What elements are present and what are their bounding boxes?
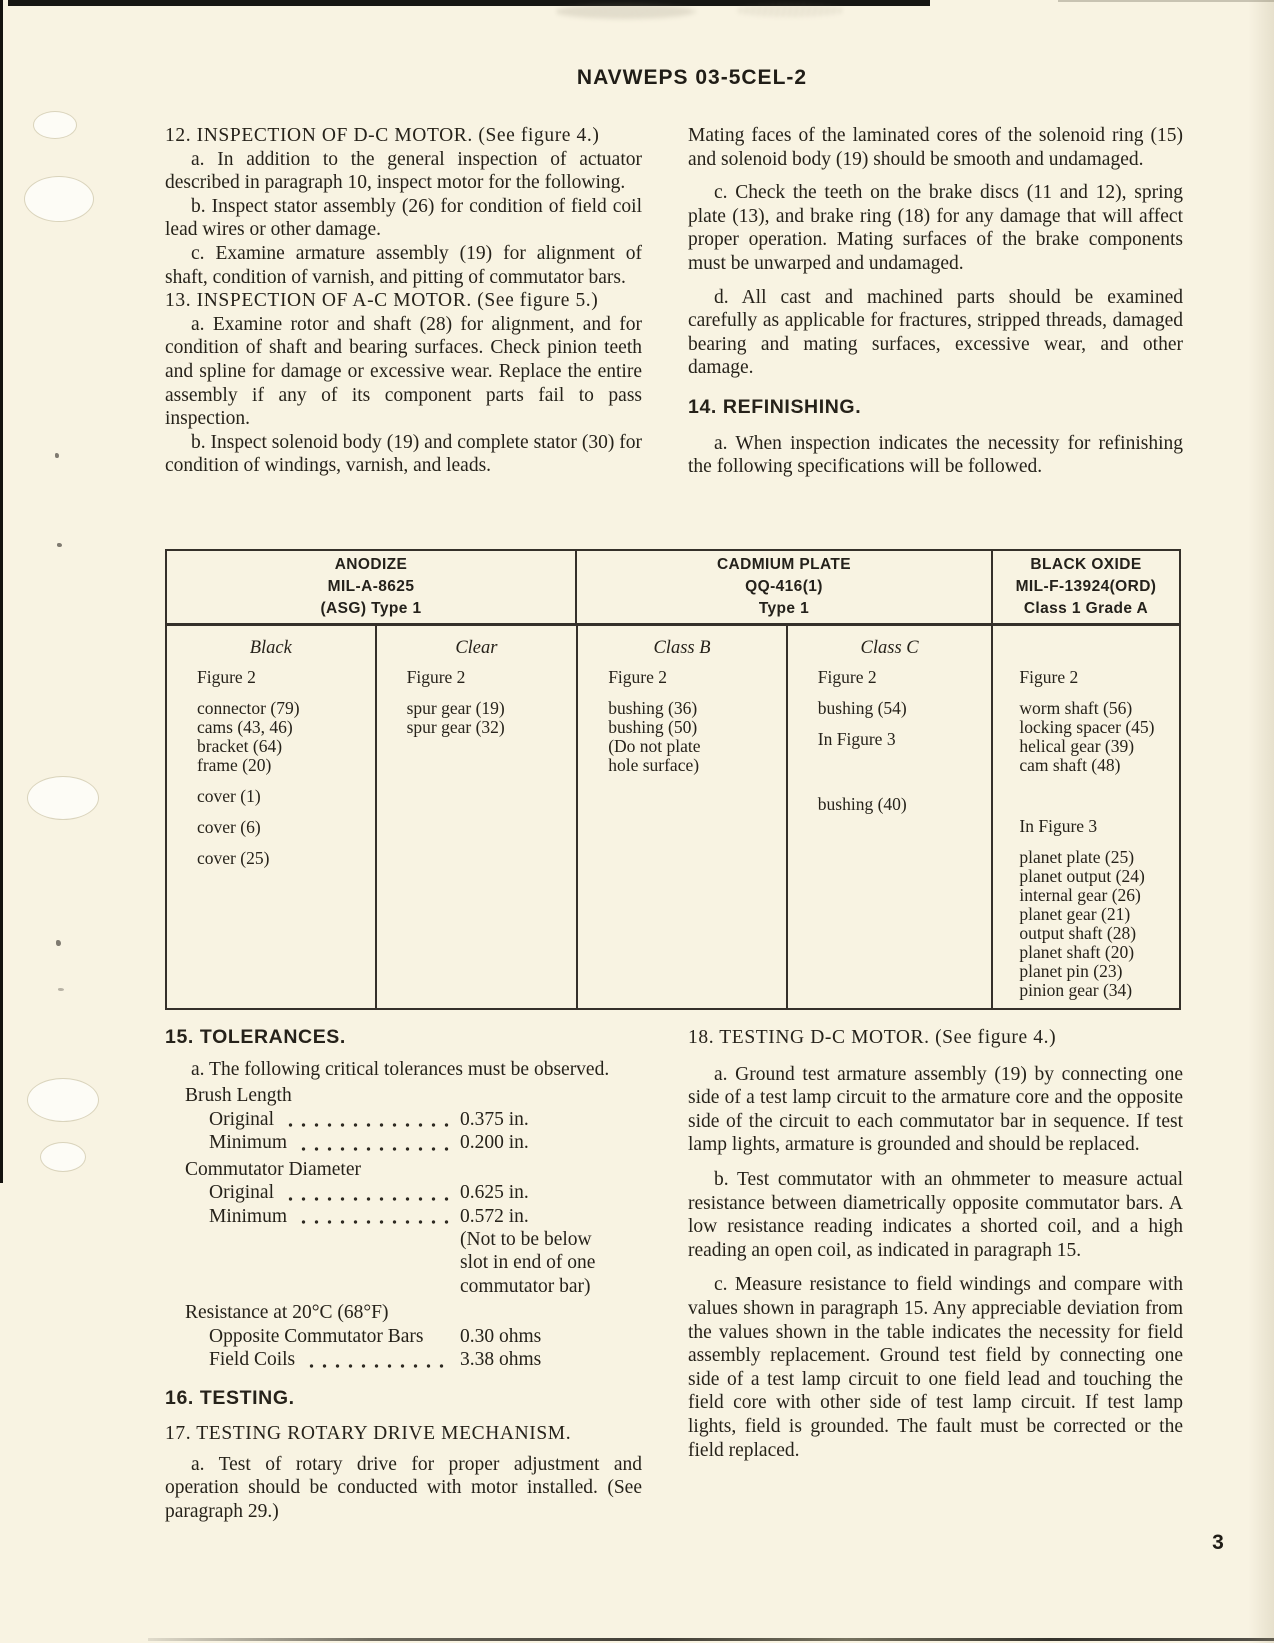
table-subheader-class-b: Class B xyxy=(653,638,711,658)
paragraph-17a: a. Test of rotary drive for proper adjustment and operation should be conducted with motor installed. (See paragraph 29.) xyxy=(165,1453,642,1522)
column-left-top xyxy=(165,124,642,478)
table-cell-block: In Figure 3 xyxy=(817,729,896,749)
table-cell-block: Figure 2 xyxy=(406,667,466,687)
table-subheader-clear: Clear xyxy=(455,638,498,658)
table-body-row xyxy=(167,626,1179,1008)
scan-speck xyxy=(56,940,61,946)
paragraph-12b: b. Inspect stator assembly (26) for condition of field coil lead wires or other damage. xyxy=(165,195,642,241)
tolerance-label: Original xyxy=(209,1108,274,1130)
table-header-black-oxide: BLACK OXIDE MIL-F-13924(ORD) Class 1 Grade A xyxy=(1015,556,1157,617)
table-cell-block: Figure 2 xyxy=(817,667,877,687)
column-left-bottom xyxy=(165,1026,642,1524)
table-subheader-black: Black xyxy=(249,638,292,658)
doc-number-header: NAVWEPS 03-5CEL-2 xyxy=(576,66,808,89)
table-cell-block: Figure 2 xyxy=(1019,667,1079,687)
scan-edge-strip-left xyxy=(0,0,3,1183)
scan-smudge xyxy=(555,4,695,19)
section-13-heading: 13. INSPECTION OF A-C MOTOR. (See figure 5.) xyxy=(165,290,599,312)
table-column-black xyxy=(167,626,377,1008)
table-cell-block: Figure 2 xyxy=(608,667,668,687)
table-cell-block: spur gear (19) spur gear (32) xyxy=(406,698,505,737)
table-subheader-class-c: Class C xyxy=(860,638,919,658)
table-column-class-b xyxy=(578,626,788,1008)
table-cell-block: Figure 2 xyxy=(197,667,256,687)
scan-speck xyxy=(55,453,59,458)
section-14-heading: 14. REFINISHING. xyxy=(688,395,862,418)
tolerance-value: 0.625 in. xyxy=(460,1182,529,1204)
table-cell-block: worm shaft (56) locking spacer (45) helical gear (39) cam shaft (48) xyxy=(1019,698,1155,775)
tolerance-label: Original xyxy=(209,1182,274,1204)
paragraph-12c: c. Examine armature assembly (19) for alignment of shaft, condition of varnish, and pitting of commutator bars. xyxy=(165,242,642,288)
tolerance-row xyxy=(165,1205,565,1228)
tolerance-group-commutator-diameter: Commutator Diameter xyxy=(185,1158,361,1180)
paragraph-15a: a. The following critical tolerances must be observed. xyxy=(191,1058,610,1080)
column-right-bottom xyxy=(688,1026,1183,1473)
scan-edge-bar-top-right xyxy=(1058,0,1274,2)
table-cell-block: In Figure 3 xyxy=(1019,816,1098,836)
dot-leader xyxy=(284,1117,452,1129)
table-header-row xyxy=(167,551,1179,626)
dot-leader xyxy=(297,1141,452,1153)
paragraph-18a: a. Ground test armature assembly (19) by connecting one side of a test lamp circuit to the armature core and the opposite side of the circuit to each commutator bar in sequence. If test lamp lights, armature is grounded and should be replaced. xyxy=(688,1063,1183,1156)
table-column-black-oxide xyxy=(993,626,1179,1008)
section-15-heading: 15. TOLERANCES. xyxy=(165,1026,346,1048)
paragraph-18b: b. Test commutator with an ohmmeter to measure actual resistance between diametrically opposite commutator bars. A low resistance reading indicates a shorted coil, and a high reading an open coil, as indicated in paragraph 15. xyxy=(688,1168,1183,1261)
table-cell-block: connector (79) cams (43, 46) bracket (64) frame (20) xyxy=(197,698,300,775)
section-12-heading: 12. INSPECTION OF D-C MOTOR. (See figure 4.) xyxy=(165,125,600,146)
section-16-heading: 16. TESTING. xyxy=(165,1386,295,1409)
paragraph-14a: a. When inspection indicates the necessity for refinishing the following specifications will be followed. xyxy=(688,432,1183,478)
tolerance-value: 3.38 ohms xyxy=(460,1349,542,1371)
punch-hole xyxy=(40,1142,86,1172)
paragraph-18c: c. Measure resistance to field windings and compare with values shown in paragraph 15. Any appreciable deviation from the values shown in the table indicates the necessity for field assembly replacement. Ground test field by connecting one side of a test lamp circuit to one field lead and touching the field core with other side of test lamp circuit. If test lamp lights, field is grounded. The fault must be corrected or the field replaced. xyxy=(688,1274,1183,1461)
tolerance-row xyxy=(165,1181,565,1204)
section-17-heading: 17. TESTING ROTARY DRIVE MECHANISM. xyxy=(165,1423,572,1445)
tolerance-value: 0.200 in. xyxy=(460,1132,529,1154)
paragraph-12a: a. In addition to the general inspection of actuator described in paragraph 10, inspect motor for the following. xyxy=(165,148,642,194)
paragraph-13c: c. Check the teeth on the brake discs (11 and 12), spring plate (13), and brake ring (18) for any damage that will affect proper operation. Mating surfaces of the brake components must be unwarped and undamaged. xyxy=(688,182,1183,274)
refinishing-spec-table xyxy=(165,549,1181,1010)
table-column-clear xyxy=(377,626,579,1008)
scan-speck xyxy=(58,988,64,991)
paragraph-mating: Mating faces of the laminated cores of the solenoid ring (15) and solenoid body (19) should be smooth and undamaged. xyxy=(688,125,1183,170)
tolerance-row xyxy=(165,1348,565,1371)
page-number: 3 xyxy=(1212,1531,1224,1554)
table-subheader-empty xyxy=(993,639,1179,659)
table-cell-block: bushing (40) xyxy=(817,794,907,814)
tolerance-label: Opposite Commutator Bars xyxy=(209,1325,424,1347)
tolerance-group-brush-length: Brush Length xyxy=(185,1085,292,1107)
punch-hole xyxy=(24,176,94,222)
tolerance-row xyxy=(165,1325,565,1348)
tolerance-note: (Not to be below slot in end of one commutator bar) xyxy=(460,1229,596,1297)
tolerance-label: Minimum xyxy=(209,1205,288,1227)
tolerance-group-resistance: Resistance at 20°C (68°F) xyxy=(185,1302,389,1324)
section-18-heading: 18. TESTING D-C MOTOR. (See figure 4.) xyxy=(688,1027,1057,1048)
table-column-class-c xyxy=(788,626,994,1008)
scan-smudge xyxy=(735,4,845,17)
punch-hole xyxy=(27,776,99,820)
dot-leader xyxy=(284,1191,452,1203)
table-cell-block: cover (1) xyxy=(197,786,261,806)
punch-hole xyxy=(27,1078,99,1122)
table-cell-block: bushing (36) bushing (50) (Do not plate hole surface) xyxy=(608,698,701,775)
punch-hole xyxy=(33,111,77,139)
dot-leader xyxy=(305,1358,452,1370)
dot-leader xyxy=(427,1336,456,1348)
table-cell-block: planet plate (25) planet output (24) internal gear (26) planet gear (21) output shaft (28) planet shaft (20) planet pin (23) pinion gear (34) xyxy=(1019,847,1145,1000)
paragraph-13d: d. All cast and machined parts should be examined carefully as applicable for fractures, stripped threads, damaged bearing and mating surfaces, excessive wear, and other damage. xyxy=(688,286,1183,379)
column-right-top xyxy=(688,124,1183,489)
tolerance-row xyxy=(165,1131,565,1154)
table-header-cadmium-plate: CADMIUM PLATE QQ-416(1) Type 1 xyxy=(577,551,993,623)
table-cell-block: cover (6) xyxy=(197,817,261,837)
table-header-anodize: ANODIZE MIL-A-8625 (ASG) Type 1 xyxy=(167,551,577,623)
scan-edge-line-bottom xyxy=(148,1638,1274,1641)
tolerance-value: 0.572 in. xyxy=(460,1205,529,1227)
scan-speck xyxy=(57,543,62,547)
tolerance-value: 0.30 ohms xyxy=(460,1325,542,1347)
table-cell-block: cover (25) xyxy=(197,848,270,868)
tolerance-label: Minimum xyxy=(209,1132,288,1154)
paragraph-13a: a. Examine rotor and shaft (28) for alignment, and for condition of shaft and bearing surfaces. Check pinion teeth and spline for damage or excessive wear. Replace the entire assembly if any of its component parts fail to pass inspection. xyxy=(165,313,642,430)
table-cell-block: bushing (54) xyxy=(817,698,907,718)
tolerance-row xyxy=(165,1108,565,1131)
tolerance-label: Field Coils xyxy=(209,1349,296,1371)
tolerance-value: 0.375 in. xyxy=(460,1108,529,1130)
dot-leader xyxy=(297,1214,452,1226)
paragraph-13b: b. Inspect solenoid body (19) and complete stator (30) for condition of windings, varnish, and leads. xyxy=(165,431,642,477)
